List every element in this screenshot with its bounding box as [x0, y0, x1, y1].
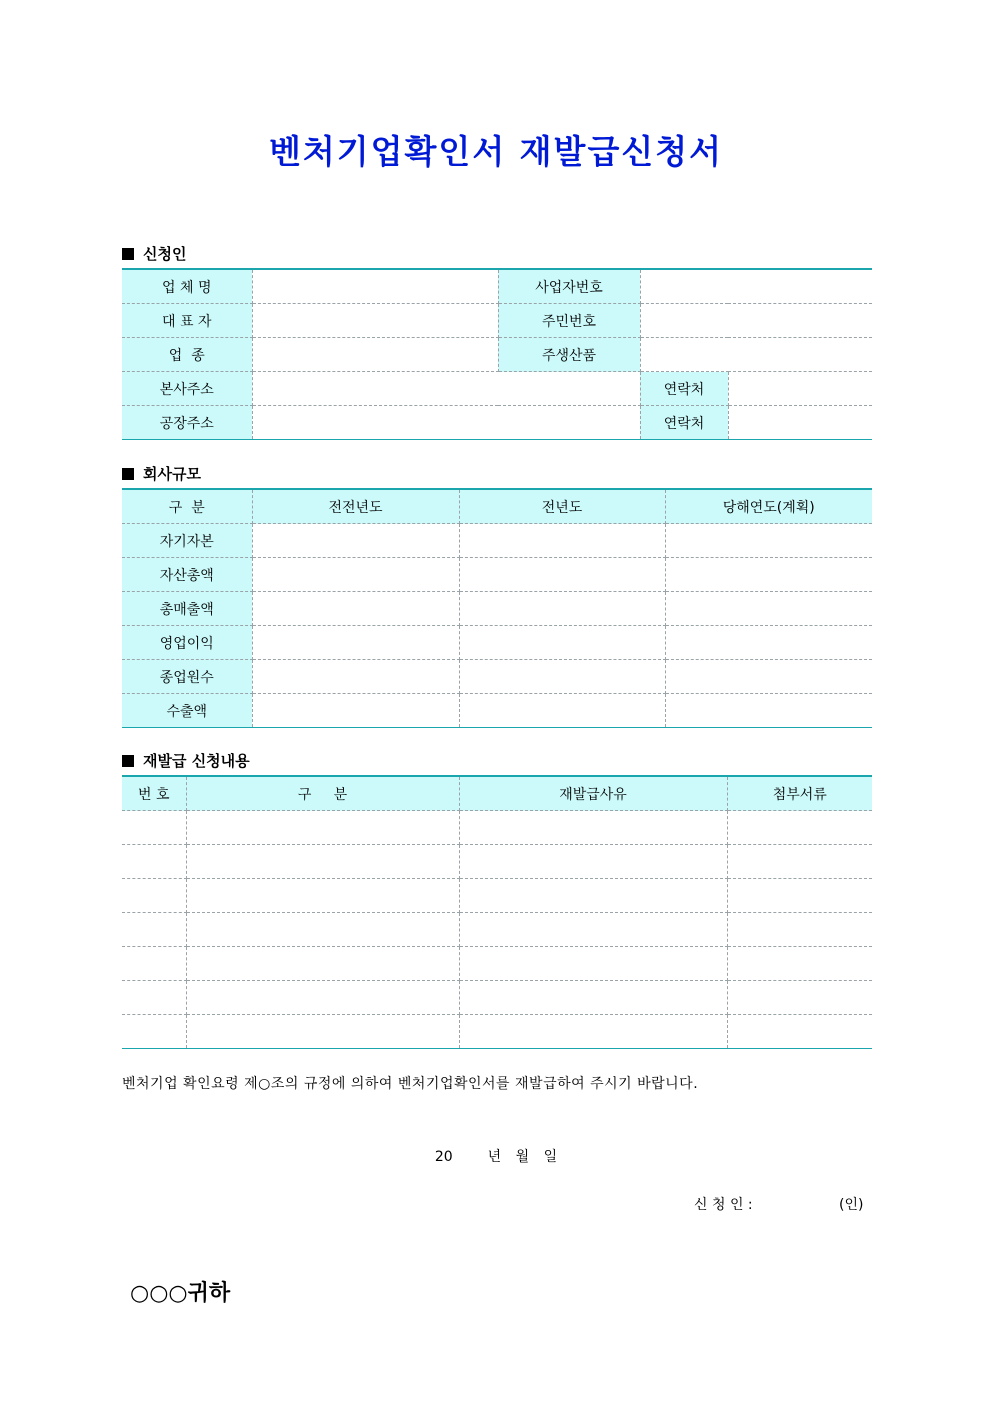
- reissue-cell[interactable]: [122, 845, 186, 879]
- reissue-cell[interactable]: [122, 811, 186, 845]
- scale-cell[interactable]: [665, 558, 872, 592]
- scale-header-two-years-ago: 전전년도: [252, 489, 459, 524]
- scale-cell[interactable]: [252, 592, 459, 626]
- reissue-cell[interactable]: [727, 981, 872, 1015]
- applicant-table: [122, 268, 872, 440]
- reissue-cell[interactable]: [459, 947, 727, 981]
- scale-cell[interactable]: [665, 694, 872, 728]
- reissue-cell[interactable]: [459, 1015, 727, 1049]
- reissue-table: [122, 775, 872, 1049]
- request-statement: 벤처기업 확인요령 제○조의 규정에 의하여 벤처기업확인서를 재발급하여 주시기 바랍니다.: [122, 1076, 699, 1092]
- reissue-cell[interactable]: [727, 1015, 872, 1049]
- scale-cell[interactable]: [459, 524, 665, 558]
- scale-cell[interactable]: [665, 626, 872, 660]
- reissue-cell[interactable]: [459, 845, 727, 879]
- scale-cell[interactable]: [459, 694, 665, 728]
- reissue-cell[interactable]: [122, 913, 186, 947]
- reissue-header-reason: 재발급사유: [459, 776, 727, 811]
- scale-header-current-year: 당해연도(계획): [665, 489, 872, 524]
- reissue-cell[interactable]: [727, 811, 872, 845]
- section-reissue-heading: 재발급 신청내용: [122, 750, 250, 771]
- table-row: [122, 694, 872, 728]
- reissue-cell[interactable]: [186, 811, 459, 845]
- reissue-cell[interactable]: [459, 811, 727, 845]
- scale-cell[interactable]: [665, 524, 872, 558]
- reissue-header-attachments: 첨부서류: [727, 776, 872, 811]
- scale-cell[interactable]: [252, 558, 459, 592]
- table-row: [122, 947, 872, 981]
- label-representative: 대 표 자: [122, 304, 252, 338]
- label-main-product: 주생산품: [498, 338, 640, 372]
- industry-field[interactable]: [252, 338, 498, 372]
- date-year-unit: 년: [487, 1149, 502, 1165]
- reissue-cell[interactable]: [727, 845, 872, 879]
- table-row: [122, 626, 872, 660]
- label-hq-address: 본사주소: [122, 372, 252, 406]
- date-line: [0, 1146, 992, 1166]
- label-company-name: 업 체 명: [122, 269, 252, 304]
- table-row: [122, 879, 872, 913]
- recipient: ○○○귀하: [130, 1281, 231, 1306]
- reissue-cell[interactable]: [122, 981, 186, 1015]
- scale-row-label: 자산총액: [122, 558, 252, 592]
- reissue-cell[interactable]: [459, 981, 727, 1015]
- main-product-field[interactable]: [640, 338, 872, 372]
- reissue-header-number: 번 호: [122, 776, 186, 811]
- reissue-cell[interactable]: [459, 879, 727, 913]
- reissue-cell[interactable]: [727, 947, 872, 981]
- table-row: [122, 811, 872, 845]
- label-hq-contact: 연락처: [640, 372, 728, 406]
- scale-row-label: 수출액: [122, 694, 252, 728]
- business-no-field[interactable]: [640, 269, 872, 304]
- scale-row-label: 영업이익: [122, 626, 252, 660]
- label-factory-contact: 연락처: [640, 406, 728, 440]
- hq-contact-field[interactable]: [728, 372, 872, 406]
- hq-address-field[interactable]: [252, 372, 640, 406]
- scale-cell[interactable]: [252, 694, 459, 728]
- scale-header-last-year: 전년도: [459, 489, 665, 524]
- table-row: [122, 1015, 872, 1049]
- table-row: [122, 981, 872, 1015]
- square-bullet-icon: [122, 755, 134, 767]
- section-applicant-heading: 신청인: [122, 243, 186, 264]
- scale-cell[interactable]: [459, 558, 665, 592]
- scale-cell[interactable]: [665, 592, 872, 626]
- reissue-cell[interactable]: [122, 947, 186, 981]
- seal-mark: (인): [839, 1197, 864, 1213]
- reissue-cell[interactable]: [122, 879, 186, 913]
- factory-contact-field[interactable]: [728, 406, 872, 440]
- date-year-prefix: 20: [434, 1149, 453, 1165]
- resident-no-field[interactable]: [640, 304, 872, 338]
- reissue-cell[interactable]: [186, 879, 459, 913]
- scale-cell[interactable]: [665, 660, 872, 694]
- scale-header-category: 구 분: [122, 489, 252, 524]
- scale-cell[interactable]: [252, 660, 459, 694]
- table-row: [122, 660, 872, 694]
- factory-address-field[interactable]: [252, 406, 640, 440]
- scale-row-label: 자기자본: [122, 524, 252, 558]
- square-bullet-icon: [122, 248, 134, 260]
- table-row: [122, 558, 872, 592]
- reissue-header-category: 구 분: [186, 776, 459, 811]
- reissue-cell[interactable]: [727, 913, 872, 947]
- scale-cell[interactable]: [459, 660, 665, 694]
- reissue-cell[interactable]: [727, 879, 872, 913]
- date-day-unit: 일: [543, 1149, 558, 1165]
- scale-cell[interactable]: [459, 592, 665, 626]
- document-title: 벤처기업확인서 재발급신청서: [269, 132, 723, 171]
- date-month-unit: 월: [515, 1149, 530, 1165]
- label-factory-address: 공장주소: [122, 406, 252, 440]
- reissue-cell[interactable]: [186, 913, 459, 947]
- scale-cell[interactable]: [252, 524, 459, 558]
- table-row: [122, 592, 872, 626]
- reissue-cell[interactable]: [459, 913, 727, 947]
- reissue-cell[interactable]: [186, 947, 459, 981]
- table-row: [122, 913, 872, 947]
- table-row: [122, 524, 872, 558]
- reissue-cell[interactable]: [122, 1015, 186, 1049]
- scale-cell[interactable]: [459, 626, 665, 660]
- reissue-cell[interactable]: [186, 845, 459, 879]
- reissue-cell[interactable]: [186, 981, 459, 1015]
- section-scale-heading: 회사규모: [122, 463, 201, 484]
- label-industry: 업 종: [122, 338, 252, 372]
- company-name-field[interactable]: [252, 269, 498, 304]
- label-resident-no: 주민번호: [498, 304, 640, 338]
- scale-row-label: 총매출액: [122, 592, 252, 626]
- scale-cell[interactable]: [252, 626, 459, 660]
- table-row: [122, 845, 872, 879]
- square-bullet-icon: [122, 468, 134, 480]
- scale-table: [122, 488, 872, 728]
- applicant-signature-label: 신 청 인 :: [694, 1197, 753, 1213]
- representative-field[interactable]: [252, 304, 498, 338]
- scale-row-label: 종업원수: [122, 660, 252, 694]
- reissue-cell[interactable]: [186, 1015, 459, 1049]
- label-business-no: 사업자번호: [498, 269, 640, 304]
